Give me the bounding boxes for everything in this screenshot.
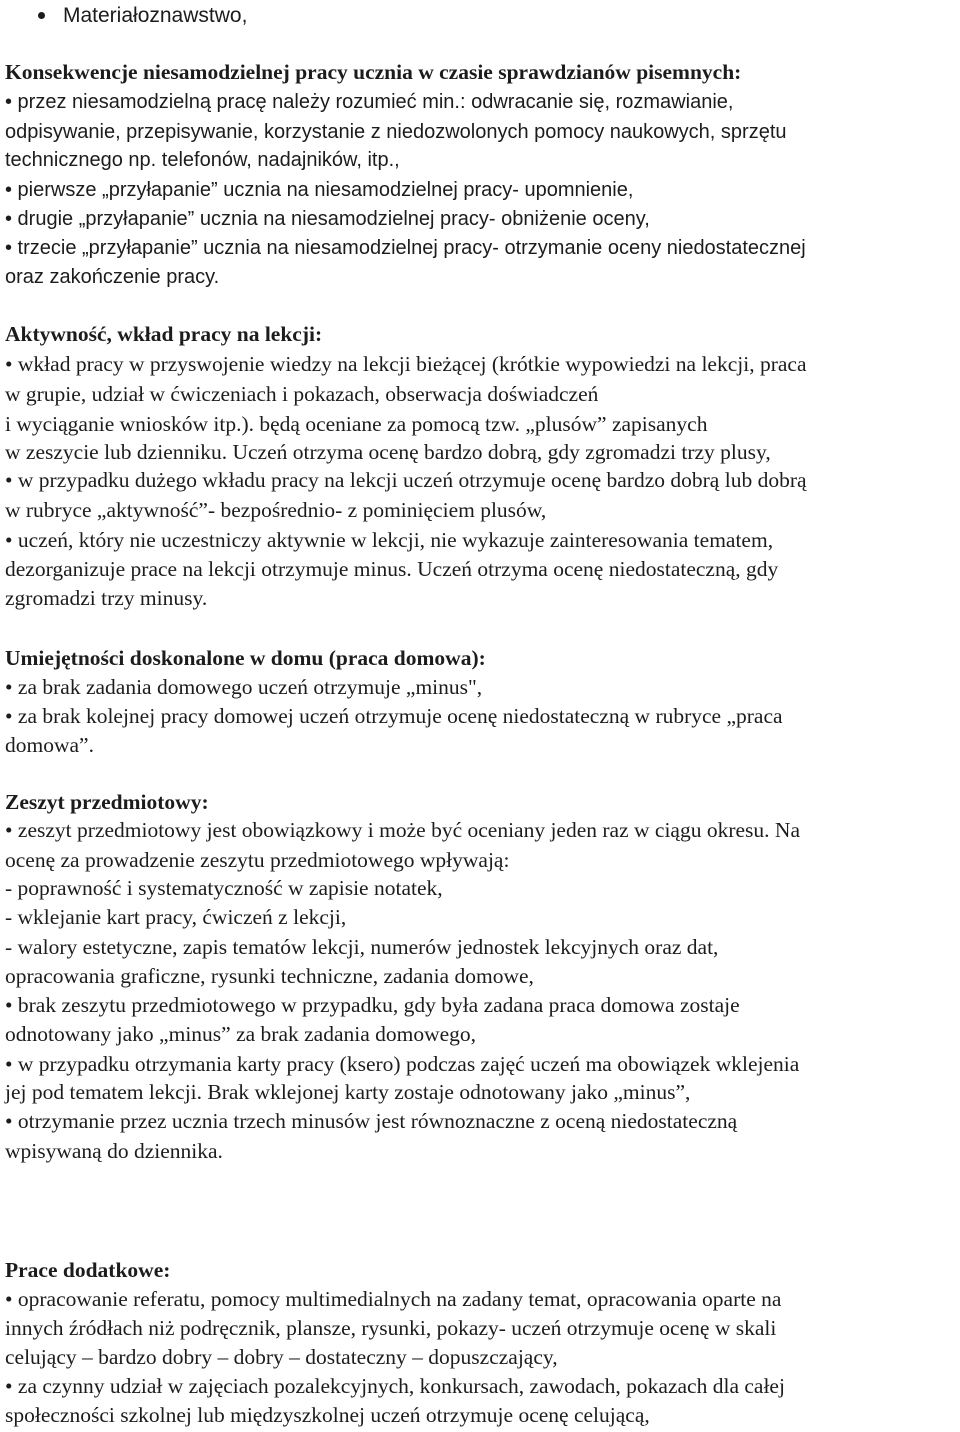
text-line: społeczności szkolnej lub międzyszkolnej uczeń otrzymuje ocenę celującą, [5, 1403, 650, 1427]
text-line: ocenę za prowadzenie zeszytu przedmiotowego wpływają: [5, 848, 510, 872]
bullet-dot [38, 12, 45, 19]
text-line: odnotowany jako „minus” za brak zadania domowego, [5, 1022, 477, 1046]
text-line: - walory estetyczne, zapis tematów lekcji, numerów jednostek lekcyjnych oraz dat, [5, 935, 719, 959]
text-line: jej pod tematem lekcji. Brak wklejonej karty zostaje odnotowany jako „minus”, [5, 1080, 691, 1104]
text-line: • otrzymanie przez ucznia trzech minusów jest równoznaczne z oceną niedostateczną [5, 1109, 738, 1133]
text-line: opracowania graficzne, rysunki techniczne, zadania domowe, [5, 964, 534, 988]
text-line: • uczeń, który nie uczestniczy aktywnie w lekcji, nie wykazuje zainteresowania tematem, [5, 528, 774, 552]
text-line: innych źródłach niż podręcznik, plansze, rysunki, pokazy- uczeń otrzymuje ocenę w skali [5, 1316, 777, 1340]
text-line: • za brak zadania domowego uczeń otrzymuje „minus", [5, 675, 483, 699]
text-line: • w przypadku dużego wkładu pracy na lekcji uczeń otrzymuje ocenę bardzo dobrą lub dobrą [5, 468, 807, 492]
text-line: • brak zeszytu przedmiotowego w przypadku, gdy była zadana praca domowa zostaje [5, 993, 740, 1017]
section-heading-zeszyt: Zeszyt przedmiotowy: [5, 790, 209, 814]
text-line: • w przypadku otrzymania karty pracy (ksero) podczas zajęć uczeń ma obowiązek wklejenia [5, 1052, 800, 1076]
list-item-materialoznawstwo [63, 1, 247, 30]
section-heading-konsekwencje: Konsekwencje niesamodzielnej pracy ucznia w czasie sprawdzianów pisemnych: [5, 60, 742, 84]
text-line: dezorganizuje prace na lekcji otrzymuje minus. Uczeń otrzyma ocenę niedostateczną, gdy [5, 557, 779, 581]
text-line: celujący – bardzo dobry – dobry – dostateczny – dopuszczający, [5, 1345, 558, 1369]
list-item-text: Materiałoznawstwo, [63, 4, 248, 27]
text-line: • przez niesamodzielną pracę należy rozumieć min.: odwracanie się, rozmawianie, [5, 91, 734, 113]
text-line: • drugie „przyłapanie” ucznia na niesamodzielnej pracy- obniżenie oceny, [5, 208, 650, 230]
text-line: w grupie, udział w ćwiczeniach i pokazach, obserwacja doświadczeń [5, 382, 599, 406]
section-heading-prace-dodatkowe: Prace dodatkowe: [5, 1258, 171, 1282]
text-line: - poprawność i systematyczność w zapisie notatek, [5, 876, 443, 900]
text-line: wpisywaną do dziennika. [5, 1139, 223, 1163]
text-line: technicznego np. telefonów, nadajników, itp., [5, 149, 400, 171]
text-line: w rubryce „aktywność”- bezpośrednio- z pominięciem plusów, [5, 498, 547, 522]
text-line: • za brak kolejnej pracy domowej uczeń otrzymuje ocenę niedostateczną w rubryce „praca [5, 704, 783, 728]
section-heading-umiejetnosci: Umiejętności doskonalone w domu (praca domowa): [5, 646, 486, 670]
text-line: • pierwsze „przyłapanie” ucznia na niesamodzielnej pracy- upomnienie, [5, 179, 634, 201]
text-line: oraz zakończenie pracy. [5, 266, 220, 288]
text-line: i wyciąganie wniosków itp.). będą oceniane za pomocą tzw. „plusów” zapisanych [5, 412, 708, 436]
text-line: • wkład pracy w przyswojenie wiedzy na lekcji bieżącej (krótkie wypowiedzi na lekcji, praca [5, 352, 807, 376]
section-heading-aktywnosc: Aktywność, wkład pracy na lekcji: [5, 322, 323, 346]
text-line: domowa”. [5, 733, 94, 757]
text-line: • zeszyt przedmiotowy jest obowiązkowy i może być oceniany jeden raz w ciągu okresu. Na [5, 818, 800, 842]
text-line: • opracowanie referatu, pomocy multimedialnych na zadany temat, opracowania oparte na [5, 1287, 782, 1311]
text-line: - wklejanie kart pracy, ćwiczeń z lekcji, [5, 905, 347, 929]
text-line: odpisywanie, przepisywanie, korzystanie z niedozwolonych pomocy naukowych, sprzętu [5, 121, 787, 143]
text-line: w zeszycie lub dzienniku. Uczeń otrzyma ocenę bardzo dobrą, gdy zgromadzi trzy plusy, [5, 440, 771, 464]
text-line: • za czynny udział w zajęciach pozalekcyjnych, konkursach, zawodach, pokazach dla całej [5, 1374, 785, 1398]
text-line: zgromadzi trzy minusy. [5, 586, 208, 610]
text-line: • trzecie „przyłapanie” ucznia na niesamodzielnej pracy- otrzymanie oceny niedostatecznej [5, 237, 806, 259]
